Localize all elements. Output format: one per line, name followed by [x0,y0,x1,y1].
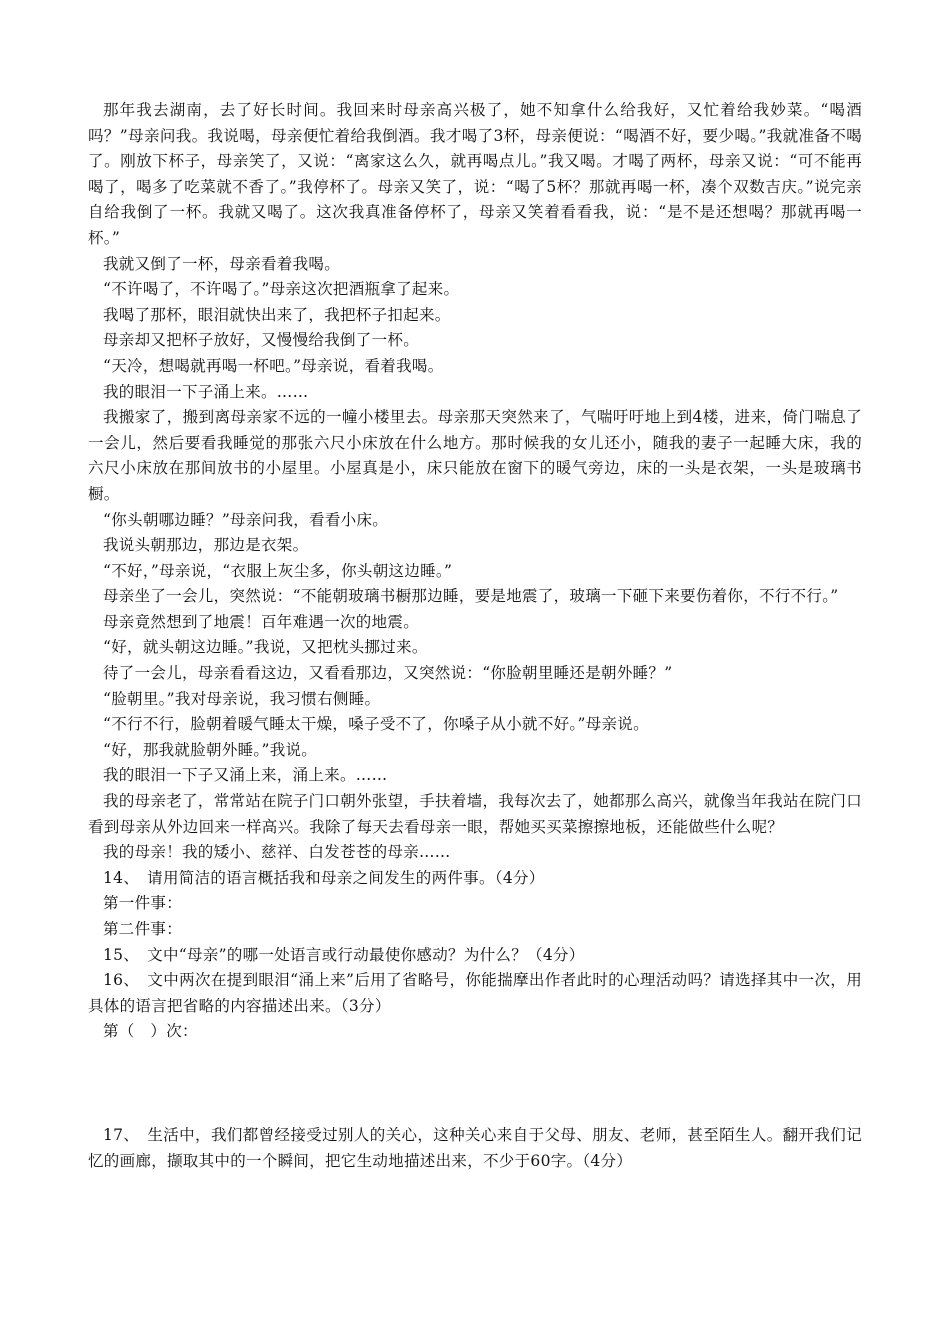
paragraph: “好，那我就脸朝外睡。”我说。 [103,740,318,759]
question-17: 17、 生活中，我们都曾经接受过别人的关心，这种关心来自于父母、朋友、老师，甚至陌生人。翻开我们记忆的画廊，撷取其中的一个瞬间，把它生动地描述出来，不少于60字。（4分） [88,1125,862,1170]
paragraph: “脸朝里。”我对母亲说，我习惯右侧睡。 [103,689,381,708]
paragraph: 母亲竟然想到了地震！百年难遇一次的地震。 [103,612,420,631]
paragraph: “不许喝了，不许喝了。”母亲这次把酒瓶拿了起来。 [103,280,460,299]
paragraph-move: 我搬家了，搬到离母亲家不远的一幢小楼里去。母亲那天突然来了，气喘吁吁地上到4楼，进来，倚门喘息了一会儿，然后要看我睡觉的那张六尺小床放在什么地方。那时候我的女儿还小，随我的妻子一起睡大床，我的六尺小床放在那间放书的小屋里。小屋真是小，床只能放在窗下的暖气旁边，床的一头是衣架，一头是玻璃书橱。 [88,408,862,503]
answer-space [88,1045,862,1097]
question-16-answer: 第（ ）次： [103,1022,198,1041]
paragraph: 我的母亲老了，常常站在院子门口朝外张望，手扶着墙，我每次去了，她都那么高兴，就像当年我站在院门口看到母亲从外边回来一样高兴。我除了每天去看母亲一眼，帮她买买菜擦擦地板，还能做些什么呢？ [88,792,862,836]
paragraph: “天冷，想喝就再喝一杯吧。”母亲说，看着我喝。 [103,356,444,375]
question-14: 14、 请用简洁的语言概括我和母亲之间发生的两件事。（4分） [103,868,545,887]
paragraph: 我说头朝那边，那边是衣架。 [103,536,309,555]
paragraph: “不好，”母亲说，“衣服上灰尘多，你头朝这边睡。” [103,561,453,580]
paragraph: 我的眼泪一下子又涌上来，涌上来。…… [103,766,388,785]
paragraph: 我的母亲！我的矮小、慈祥、白发苍苍的母亲…… [103,843,451,862]
answer-space [88,1097,862,1123]
paragraph: 我的眼泪一下子涌上来。…… [103,382,309,401]
paragraph: 母亲却又把杯子放好，又慢慢给我倒了一杯。 [103,331,420,350]
paragraph-wine: 那年我去湖南，去了好长时间。我回来时母亲高兴极了，她不知拿什么给我好，又忙着给我妙菜。“喝酒吗？”母亲问我。我说喝，母亲便忙着给我倒酒。我才喝了3杯，母亲便说：“喝酒不好，要少喝。”我就准备不喝了。刚放下杯子，母亲笑了，又说：“离家这么久，就再喝点儿。”我又喝。才喝了两杯，母亲又说：“可不能再喝了，喝多了吃菜就不香了。”我停杯了。母亲又笑了，说：“喝了5杯？那就再喝一杯，凑个双数吉庆。”说完亲自给我倒了一杯。我就又喝了。这次我真准备停杯了，母亲又笑着看看我，说：“是不是还想喝？那就再喝一杯。” [88,101,862,247]
document-page [88,98,862,1174]
question-14-second-event: 第二件事： [103,920,183,938]
paragraph: 我就又倒了一杯，母亲看着我喝。 [103,254,341,273]
question-15: 15、 文中“母亲”的哪一处语言或行动最使你感动？为什么？（4分） [103,945,585,964]
paragraph: 我喝了那杯，眼泪就快出来了，我把杯子扣起来。 [103,305,451,324]
question-16: 16、 文中两次在提到眼泪“涌上来”后用了省略号，你能揣摩出作者此时的心理活动吗？请选择其中一次，用具体的语言把省略的内容描述出来。（3分） [88,971,862,1015]
question-14-first-event: 第一件事： [103,894,183,913]
paragraph: “不行不行，脸朝着暖气睡太干燥，嗓子受不了，你嗓子从小就不好。”母亲说。 [103,715,649,734]
paragraph: 母亲坐了一会儿，突然说：“不能朝玻璃书橱那边睡，要是地震了，玻璃一下砸下来要伤着你，不行不行。” [103,587,839,606]
paragraph: “你头朝哪边睡？”母亲问我，看看小床。 [103,510,389,529]
paragraph: “好，就头朝这边睡。”我说，又把枕头挪过来。 [103,638,428,657]
paragraph: 待了一会儿，母亲看看这边，又看看那边，又突然说：“你脸朝里睡还是朝外睡？” [103,664,673,683]
